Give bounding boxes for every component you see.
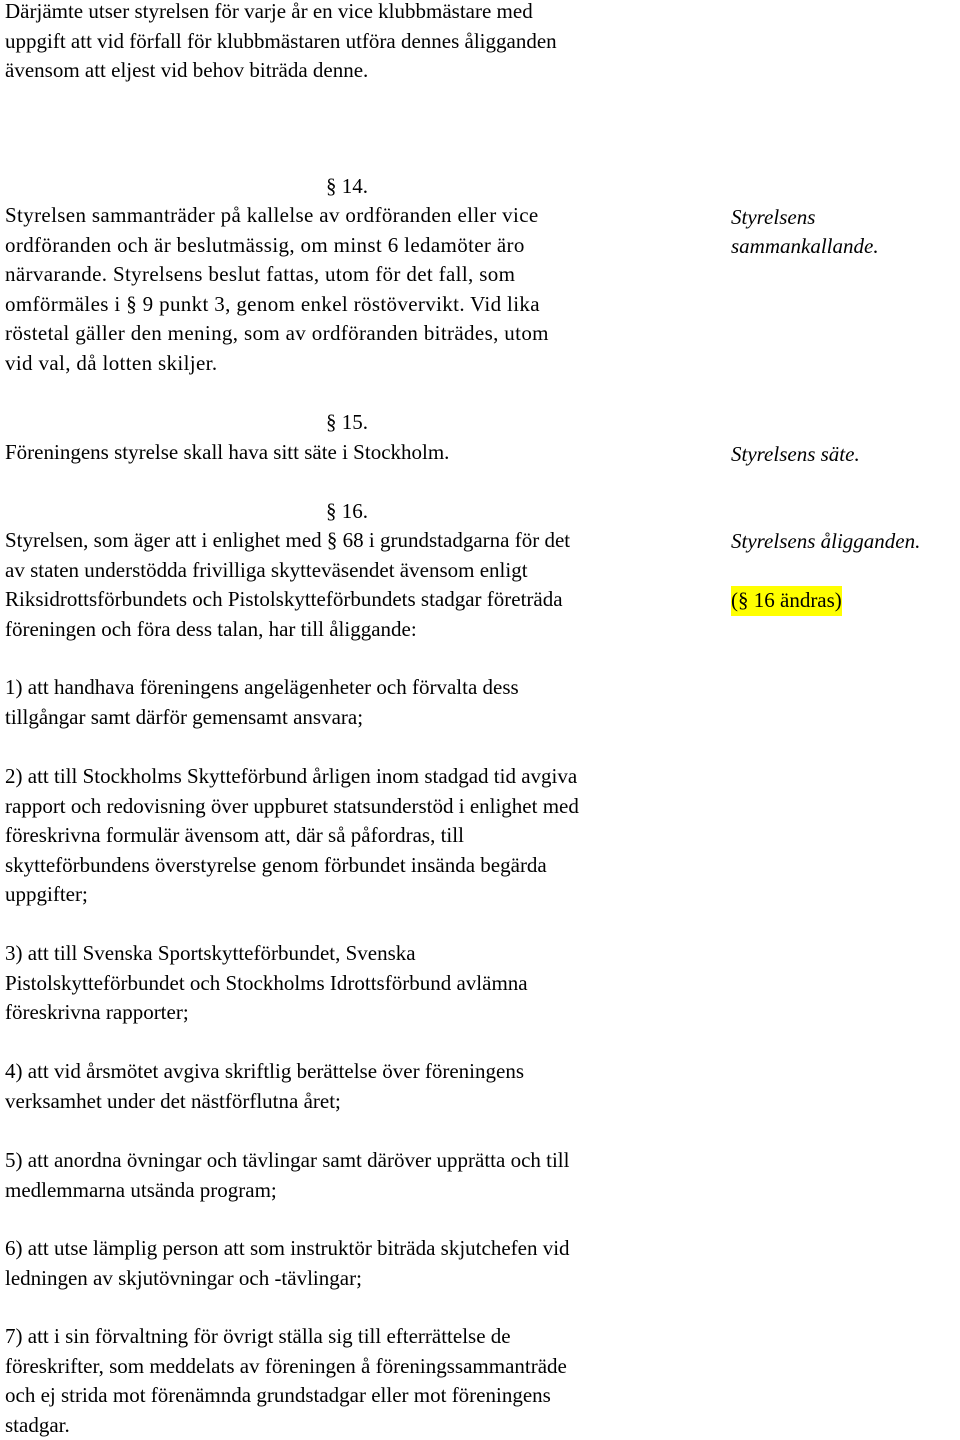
section-14-margin-note-1: Styrelsens: [731, 205, 816, 229]
section-14-paragraph: [5, 201, 715, 378]
section-16-line: av staten understödda frivilliga skytteväsendet ävensom enligt: [5, 557, 528, 582]
list-item-line: rapport och redovisning över uppburet statsunderstöd i enlighet med: [5, 793, 579, 818]
section-15-text: Föreningens styrelse skall hava sitt säte i Stockholm.: [5, 440, 450, 464]
section-16-amendment-note: (§ 16 ändras): [731, 586, 842, 616]
section-14-margin-note-2: sammankallande.: [731, 234, 879, 258]
section-14-line: närvarande. Styrelsens beslut fattas, utom för det fall, som: [5, 262, 516, 286]
section-16-margin-note: Styrelsens åligganden.: [731, 529, 921, 553]
list-item-line: 3) att till Svenska Sportskytteförbundet, Svenska: [5, 941, 416, 965]
list-item-line: ledningen av skjutövningar och -tävlingar;: [5, 1265, 362, 1290]
section-16-line: Riksidrottsförbundets och Pistolskytteförbundets stadgar företräda: [5, 587, 563, 611]
list-item-line: uppgifter;: [5, 882, 88, 906]
list-item-line: Pistolskytteförbundet och Stockholms Idrottsförbund avlämna: [5, 970, 528, 995]
list-item: [5, 1322, 715, 1440]
list-item: [5, 1146, 715, 1205]
list-item-line: 1) att handhava föreningens angelägenheter och förvalta dess: [5, 675, 519, 699]
section-16-line: Styrelsen, som äger att i enlighet med § 68 i grundstadgarna för det: [5, 528, 571, 552]
section-14-heading: § 14.: [326, 174, 368, 198]
intro-line: ävensom att eljest vid behov biträda denne.: [5, 58, 369, 82]
list-item-line: stadgar.: [5, 1412, 70, 1437]
list-item: [5, 762, 715, 910]
list-item-line: verksamhet under det nästförflutna året;: [5, 1088, 341, 1113]
section-14-line: röstetal gäller den mening, som av ordföranden biträdes, utom: [5, 321, 549, 345]
section-16-paragraph: [5, 526, 715, 644]
section-14-line: Styrelsen sammanträder på kallelse av ordföranden eller vice: [5, 203, 539, 227]
list-item-line: tillgångar samt därför gemensamt ansvara;: [5, 704, 364, 729]
list-item-line: 6) att utse lämplig person att som instruktör biträda skjutchefen vid: [5, 1236, 570, 1260]
list-item-line: föreskrifter, som meddelats av föreningen å föreningssammanträde: [5, 1353, 567, 1378]
list-item-line: 7) att i sin förvaltning för övrigt ställa sig till efterrättelse de: [5, 1324, 511, 1348]
list-item-line: föreskrivna formulär ävensom att, där så påfordras, till: [5, 823, 464, 847]
list-item-line: 4) att vid årsmötet avgiva skriftlig berättelse över föreningens: [5, 1059, 525, 1083]
list-item-line: 2) att till Stockholms Skytteförbund årligen inom stadgad tid avgiva: [5, 764, 578, 788]
section-14-line: vid val, då lotten skiljer.: [5, 350, 218, 375]
list-item-line: och ej strida mot förenämnda grundstadgar eller mot föreningens: [5, 1383, 551, 1407]
list-item: [5, 1057, 715, 1116]
intro-paragraph: [5, 0, 715, 86]
section-16-line: föreningen och föra dess talan, har till åliggande:: [5, 616, 417, 641]
list-item: [5, 939, 715, 1028]
section-15-heading: § 15.: [326, 410, 368, 434]
intro-line: Därjämte utser styrelsen för varje år en vice klubbmästare med: [5, 0, 533, 23]
list-item-line: medlemmarna utsända program;: [5, 1177, 277, 1202]
list-item-line: 5) att anordna övningar och tävlingar samt däröver upprätta och till: [5, 1148, 570, 1172]
section-14-line: ordföranden och är beslutmässig, om minst 6 ledamöter äro: [5, 232, 525, 257]
list-item: [5, 673, 715, 732]
section-15-margin-note: Styrelsens säte.: [731, 442, 860, 466]
list-item-line: skytteförbundens överstyrelse genom förbundet insända begärda: [5, 852, 547, 877]
section-16-heading: § 16.: [326, 499, 368, 523]
list-item: [5, 1234, 715, 1293]
section-14-line: omförmäles i § 9 punkt 3, genom enkel röstövervikt. Vid lika: [5, 291, 540, 316]
intro-line: uppgift att vid förfall för klubbmästaren utföra dennes åligganden: [5, 28, 557, 53]
list-item-line: föreskrivna rapporter;: [5, 1000, 189, 1024]
